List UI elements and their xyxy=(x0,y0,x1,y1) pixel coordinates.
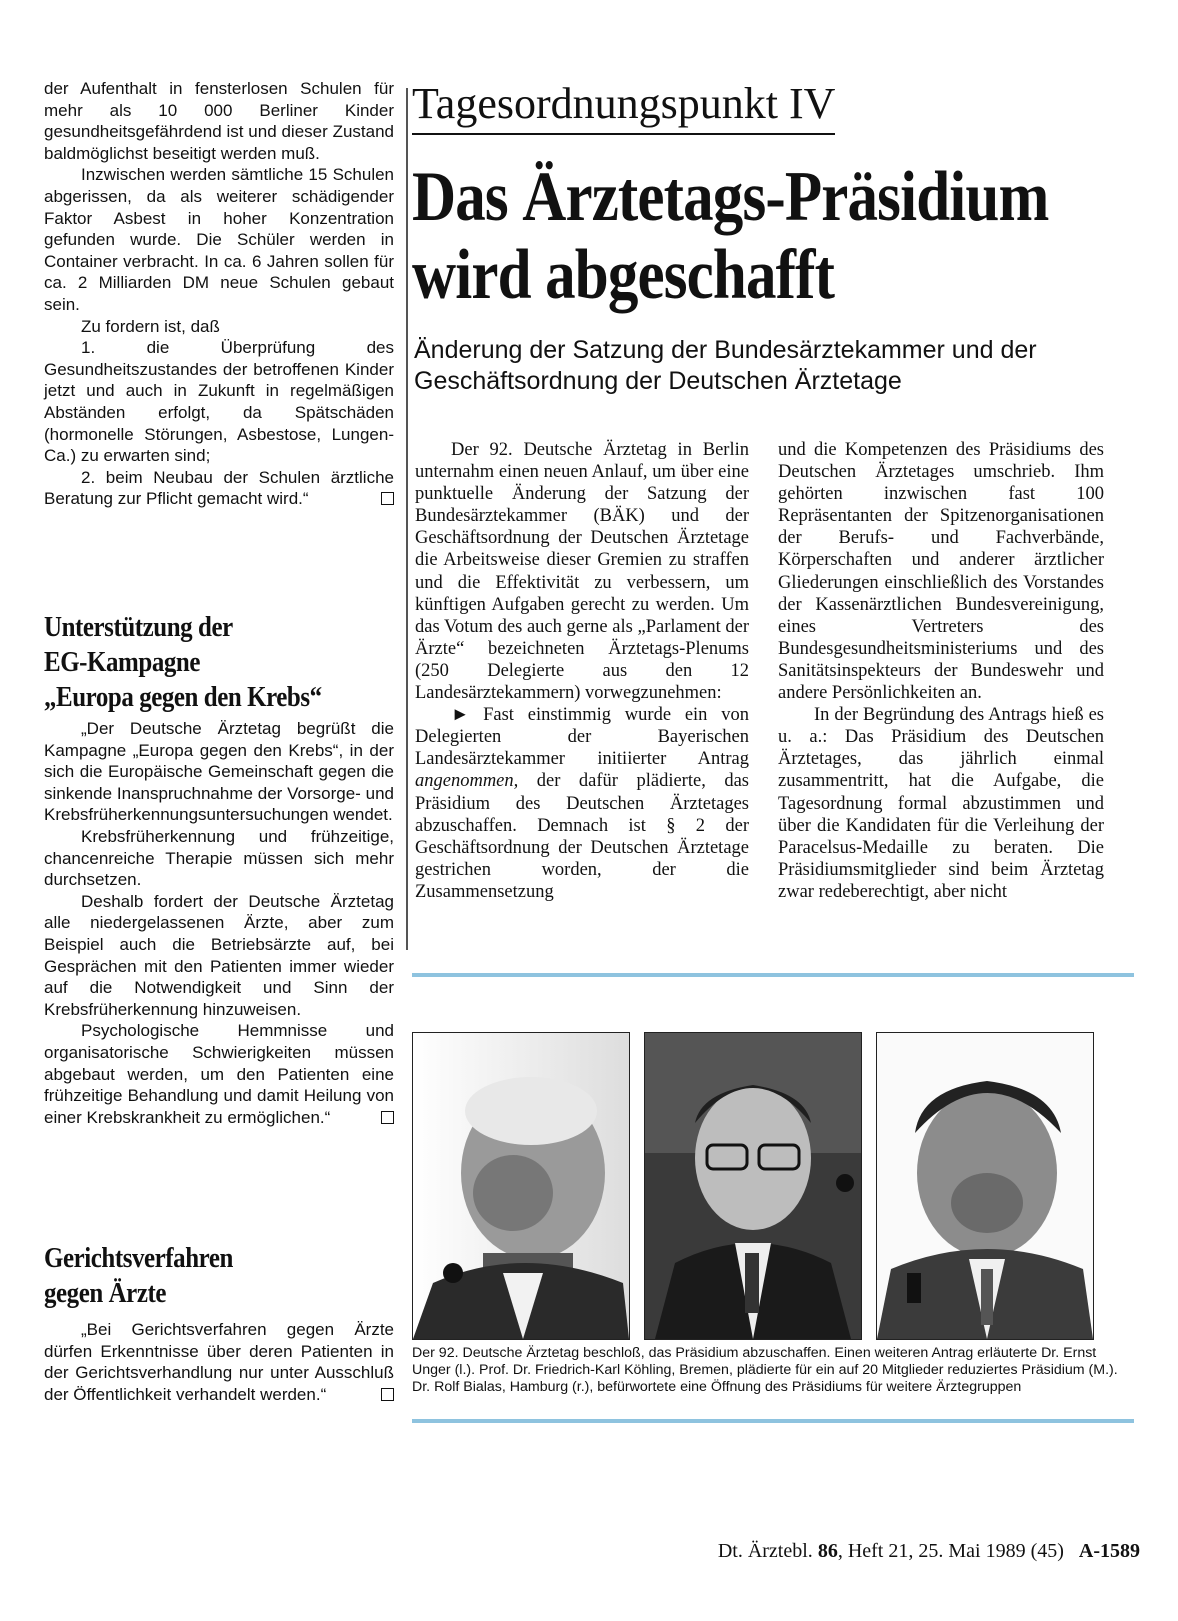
article-column-1 xyxy=(415,439,749,903)
intro-paragraph-5-text: 2. beim Neubau der Schulen ärztliche Beratung zur Pflicht gemacht wird.“ xyxy=(44,467,394,509)
section2-heading-line-2: gegen Ärzte xyxy=(44,1277,166,1309)
intro-text xyxy=(44,78,394,510)
photo-friedrich-karl-koehling xyxy=(644,1032,862,1340)
section1-heading-line-1: Unterstützung der xyxy=(44,611,233,643)
column-divider xyxy=(406,88,408,950)
intro-paragraph-5 xyxy=(44,467,394,510)
section2-paragraph-1-text: „Bei Gerichtsverfahren gegen Ärzte dürfen Erkenntnisse über deren Patienten in der Gerichtsverhandlung nur unter Ausschluß der Öffentlichkeit verhandelt werden.“ xyxy=(44,1320,394,1404)
section2-text xyxy=(44,1319,394,1405)
page-footer xyxy=(600,1540,1140,1563)
article-column-2 xyxy=(778,439,1104,903)
article-headline xyxy=(412,158,1049,314)
footer-journal: Dt. Ärztebl. xyxy=(717,1540,813,1562)
section2-heading xyxy=(44,1241,394,1311)
intro-paragraph-1: der Aufenthalt in fensterlosen Schulen für mehr als 10 000 Berliner Kinder gesundheitsgefährdend ist und dieser Zustand baldmöglichst beseitigt werden muß. xyxy=(44,79,394,163)
footer-page-number: A-1589 xyxy=(1078,1540,1140,1562)
article-col2-paragraph-2: In der Begründung des Antrags hieß es u. a.: Das Präsidium des Deutschen Ärztetages, das jährlich einmal zusammentritt, hat die Aufgabe, die Tagesordnung formal abzustimmen und über die Kandidaten für die Verleihung der Paracelsus-Medaille zu beraten. Die Präsidiumsmitglieder sind beim Ärztetag zwar redeberechtigt, aber nicht xyxy=(778,705,1104,902)
article-col1-paragraph-2b: der dafür plädierte, das Präsidium des Deutschen Ärztetages abzuschaffen. Demnach ist § 2 der Geschäftsordnung der Deutschen Ärztetage gestrichen worden, der die Zusammensetzung xyxy=(415,771,749,902)
photo-rolf-bialas xyxy=(876,1032,1094,1340)
end-square-icon xyxy=(381,1111,394,1124)
intro-paragraph-2: Inzwischen werden sämtliche 15 Schulen abgerissen, da als weiterer schädigender Faktor Asbest in hoher Konzentration gefunden wurde. Die Schüler werden in Container verbracht. In ca. 6 Jahren sollen für ca. 2 Milliarden DM neue Schulen gebaut sein. xyxy=(44,165,394,314)
photo-ernst-unger xyxy=(412,1032,630,1340)
section1-paragraph-2: Krebsfrüherkennung und frühzeitige, chancenreiche Therapie müssen sich mehr durchsetzen. xyxy=(44,826,394,890)
footer-issue: , Heft 21, 25. Mai 1989 (45) xyxy=(837,1540,1064,1562)
section2-paragraph-1 xyxy=(44,1319,394,1405)
article-subhead: Änderung der Satzung der Bundesärztekammer und der Geschäftsordnung der Deutschen Ärztetage xyxy=(414,336,1037,395)
headline-line-1: Das Ärztetags-Präsidium xyxy=(412,158,1049,236)
arrow-right-icon: ► xyxy=(451,705,470,726)
article-col1-paragraph-2 xyxy=(415,704,749,903)
blue-rule-top xyxy=(412,973,1134,977)
blue-rule-bottom xyxy=(412,1419,1134,1423)
portrait-middle-image xyxy=(645,1033,861,1339)
portrait-left-image xyxy=(413,1033,629,1339)
section1-text xyxy=(44,718,394,1128)
intro-paragraph-4: 1. die Überprüfung des Gesundheitszustandes der betroffenen Kinder jetzt und auch in Zukunft in regelmäßigen Abständen erfolgt, da Spätschäden (hormonelle Störungen, Asbestose, Lungen-Ca.) zu erwarten sind; xyxy=(44,338,394,466)
article-col1-paragraph-2a: Fast einstimmig wurde ein von Delegierten der Bayerischen Landesärztekammer initiierter Antrag xyxy=(415,705,749,770)
article-col1-emphasis: angenommen, xyxy=(415,771,519,792)
portrait-right-image xyxy=(877,1033,1093,1339)
intro-paragraph-3: Zu fordern ist, daß xyxy=(81,316,220,336)
article-col1-paragraph-1: Der 92. Deutsche Ärztetag in Berlin unternahm einen neuen Anlauf, um über eine punktuelle Änderung der Satzung der Bundesärztekammer (BÄK) und der Geschäftsordnung der Deutschen Ärztetage die Arbeitsweise dieser Gremien zu straffen und die Effektivität zu verbessern, um künftigen Aufgaben gerecht zu werden. Um das Votum des auch gerne als „Parlament der Ärzte“ bezeichneten Ärztetags-Plenums (250 Delegierte aus den 12 Landesärztekammern) vorwegzunehmen: xyxy=(415,440,749,704)
section1-heading xyxy=(44,610,394,715)
section1-paragraph-3: Deshalb fordert der Deutsche Ärztetag alle niedergelassenen Ärzte, aber zum Beispiel auch die Betriebsärzte auf, bei Gesprächen mit den Patienten immer wieder auf die Notwendigkeit und Sinn der Krebsfrüherkennung hinzuweisen. xyxy=(44,891,394,1019)
section1-heading-line-3: „Europa gegen den Krebs“ xyxy=(44,681,322,713)
article-col2-paragraph-1: und die Kompetenzen des Präsidiums des Deutschen Ärztetages umschrieb. Ihm gehörten inzwischen fast 100 Repräsentanten der Spitzenorganisationen der Berufs- und Fachverbände, Körperschaften und anderer ärztlicher Gliederungen einschließlich des Vorstandes der Kassenärztlichen Bundesvereinigung, eines Vertreters des Bundesgesundheitsministeriums und des Sanitätsinspekteurs der Bundeswehr und andere Persönlichkeiten an. xyxy=(778,440,1104,704)
section2-heading-line-1: Gerichtsverfahren xyxy=(44,1242,233,1274)
headline-line-2: wird abgeschafft xyxy=(412,236,835,314)
article-kicker: Tagesordnungspunkt IV xyxy=(412,79,835,135)
section1-paragraph-4-text: Psychologische Hemmnisse und organisatorische Schwierigkeiten müssen abgebaut werden, um den Patienten eine frühzeitige Behandlung und damit Heilung von einer Krebskrankheit zu ermöglichen.“ xyxy=(44,1021,394,1127)
section1-heading-line-2: EG-Kampagne xyxy=(44,646,201,678)
section1-paragraph-4 xyxy=(44,1020,394,1128)
section1-paragraph-1: „Der Deutsche Ärztetag begrüßt die Kampagne „Europa gegen den Krebs“, in der sich die Europäische Gemeinschaft gegen die sinkende Inanspruchnahme der Vorsorge- und Krebsfrüherkennungsuntersuchungen wendet. xyxy=(44,719,394,825)
photo-caption: Der 92. Deutsche Ärztetag beschloß, das Präsidium abzuschaffen. Einen weiteren Antrag erläuterte Dr. Ernst Unger (l.). Prof. Dr. Friedrich-Karl Köhling, Bremen, plädierte für ein auf 20 Mitglieder reduziertes Präsidium (M.). Dr. Rolf Bialas, Hamburg (r.), befürwortete eine Öffnung des Präsidiums für weitere Ärztegruppen xyxy=(412,1345,1118,1396)
end-square-icon xyxy=(381,492,394,505)
footer-volume: 86 xyxy=(817,1540,838,1562)
end-square-icon xyxy=(381,1388,394,1401)
